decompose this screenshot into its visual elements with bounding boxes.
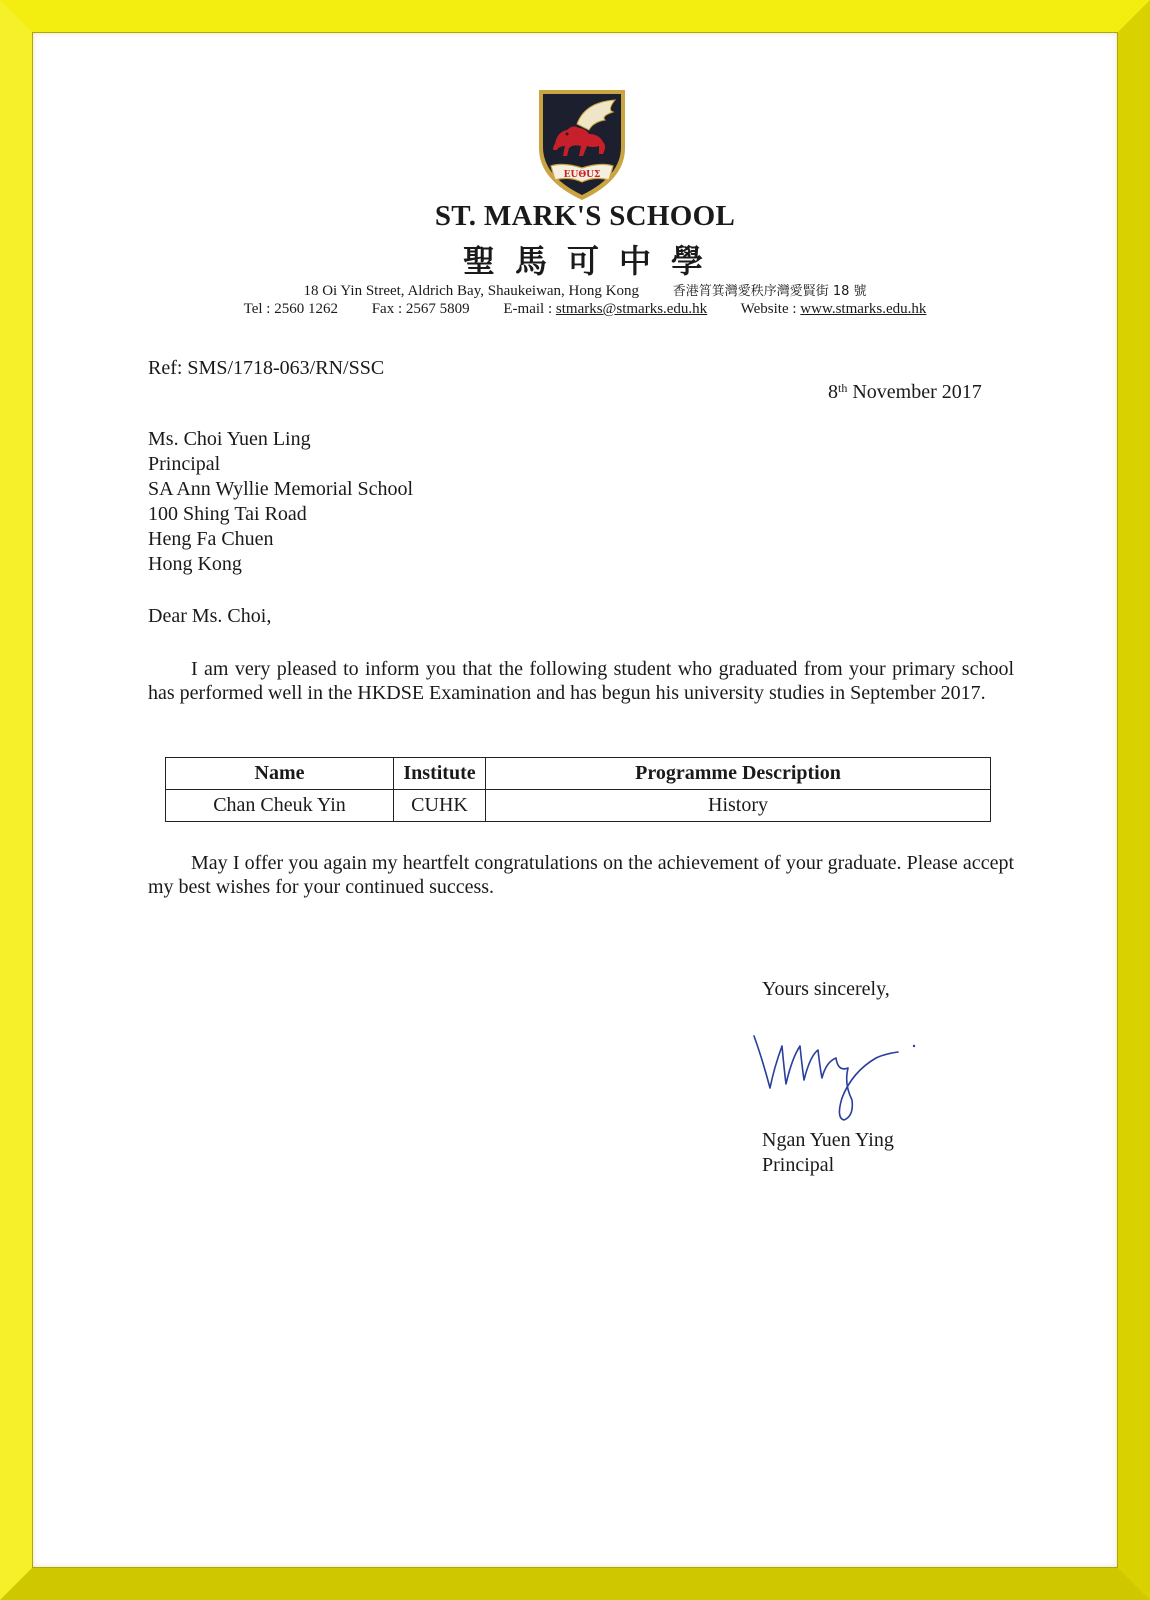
salutation: Dear Ms. Choi, bbox=[148, 605, 272, 627]
website-label: Website : bbox=[740, 301, 801, 317]
recipient-line: Ms. Choi Yuen Ling bbox=[148, 428, 311, 450]
date-suffix: th bbox=[838, 381, 848, 395]
telephone: Tel : 2560 1262 bbox=[243, 301, 338, 317]
signer-title: Principal bbox=[762, 1154, 835, 1176]
website-link[interactable]: www.stmarks.edu.hk bbox=[800, 301, 927, 317]
email-link[interactable]: stmarks@stmarks.edu.hk bbox=[555, 301, 708, 317]
email-label: E-mail : bbox=[503, 301, 556, 317]
date-day: 8 bbox=[828, 381, 838, 403]
date-month-year: November 2017 bbox=[847, 381, 982, 403]
address-chinese: 香港筲箕灣愛秩序灣愛賢街 18 號 bbox=[672, 284, 867, 299]
recipient-line: Hong Kong bbox=[148, 553, 242, 575]
body-paragraph-1: I am very pleased to inform you that the following student who graduated from your primary school has performed well in the HKDSE Examination and has begun his university studies in September 2017. bbox=[148, 658, 1014, 704]
crest-motto: EUΘUΣ bbox=[563, 170, 601, 180]
fax: Fax : 2567 5809 bbox=[371, 301, 470, 317]
column-header: Institute bbox=[394, 758, 486, 790]
signer-name: Ngan Yuen Ying bbox=[762, 1129, 894, 1151]
school-name-chinese: 聖馬可中學 bbox=[462, 242, 723, 280]
recipient-line: Principal bbox=[148, 453, 221, 475]
table-cell: CUHK bbox=[394, 790, 486, 822]
column-header: Name bbox=[166, 758, 394, 790]
table-cell: History bbox=[486, 790, 991, 822]
column-header: Programme Description bbox=[486, 758, 991, 790]
school-name: ST. MARK'S SCHOOL bbox=[434, 200, 736, 232]
table-cell: Chan Cheuk Yin bbox=[166, 790, 394, 822]
address-english: 18 Oi Yin Street, Aldrich Bay, Shaukeiwan, Hong Kong bbox=[303, 283, 639, 299]
reference-number: Ref: SMS/1718-063/RN/SSC bbox=[148, 357, 385, 379]
recipient-line: SA Ann Wyllie Memorial School bbox=[148, 478, 414, 500]
closing: Yours sincerely, bbox=[762, 978, 890, 1000]
recipient-line: Heng Fa Chuen bbox=[148, 528, 274, 550]
frame-inner-shadow bbox=[32, 32, 1118, 1568]
recipient-line: 100 Shing Tai Road bbox=[148, 503, 307, 525]
body-paragraph-2: May I offer you again my heartfelt congratulations on the achievement of your graduate. Please accept my best wishes for your continued success. bbox=[148, 852, 1014, 898]
